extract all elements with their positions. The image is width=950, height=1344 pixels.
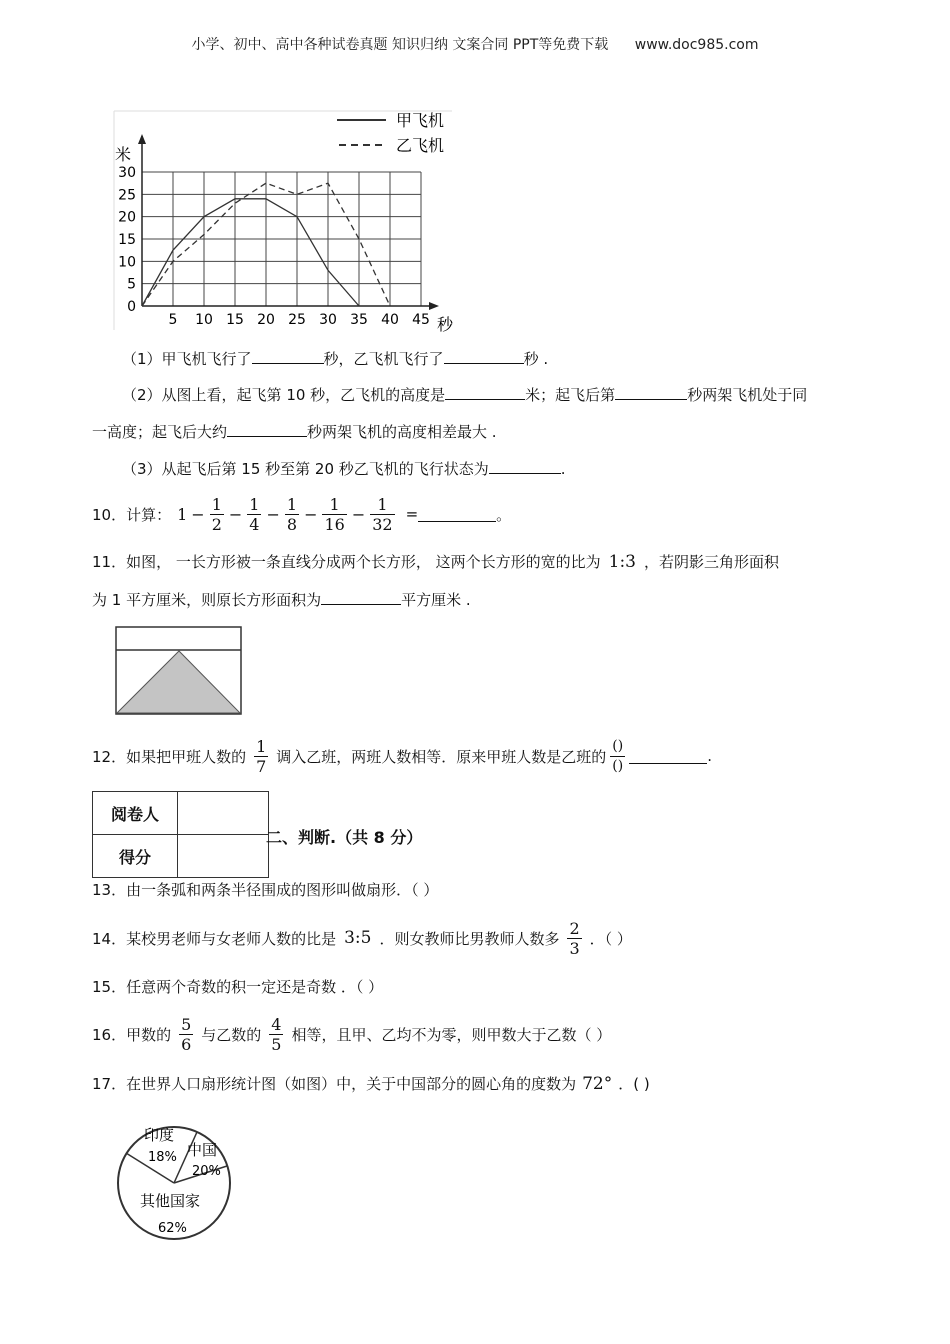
q14: 14．某校男老师与女老师人数的比是 3:5 ．则女教师比男教师人数多 $\frac{2}{3}$ ．（ ）: [92, 918, 632, 958]
y-axis-arrow: [138, 134, 146, 144]
fraction: $\frac{1}{16}$: [324, 494, 345, 534]
page-header: [0, 34, 950, 54]
y-tick-label: 25: [118, 187, 136, 204]
fraction: $\frac{()}{()}$: [612, 737, 624, 774]
y-tick-label: 10: [118, 254, 136, 271]
fraction: $\frac{1}{7}$: [256, 736, 267, 776]
x-tick-label: 5: [168, 312, 178, 328]
header-url[interactable]: www.doc985.com: [634, 37, 759, 53]
x-tick-label: 35: [350, 312, 368, 328]
chart-legend: [337, 111, 444, 155]
fraction: $\frac{1}{4}$: [249, 494, 260, 534]
q9-part3: （3）从起飞后第 15 秒至第 20 秒乙飞机的飞行状态为 .: [122, 460, 566, 478]
pie-label-india: 印度: [144, 1126, 175, 1144]
pie-pct-china: 20%: [192, 1164, 221, 1179]
y-tick-label: 15: [118, 232, 136, 248]
q11-line2: 为 1 平方厘米，则原长方形面积为 平方厘米 .: [92, 591, 471, 609]
score-table: [92, 791, 269, 878]
blank[interactable]: [445, 385, 525, 400]
legend-yi: 乙飞机: [396, 136, 445, 155]
grader-cell[interactable]: [178, 792, 269, 835]
q9-part2-cont: 一高度；起飞后大约 秒两架飞机的高度相差最大 .: [92, 423, 497, 441]
fraction: $\frac{5}{6}$: [181, 1014, 192, 1054]
x-tick-label: 45: [412, 312, 430, 328]
blank[interactable]: [489, 459, 561, 474]
q9-part1: （1）甲飞机飞行了 秒，乙飞机飞行了 秒 .: [122, 350, 549, 368]
pie-pct-others: 62%: [158, 1221, 187, 1236]
q11-line1: 11．如图， 一长方形被一条直线分成两个长方形， 这两个长方形的宽的比为 1:3 ，若阴影三角形面积: [92, 552, 780, 572]
series-line-jia: [142, 199, 359, 306]
fraction: $\frac{1}{32}$: [372, 494, 393, 534]
x-tick-label: 10: [195, 312, 213, 328]
legend-jia: 甲飞机: [396, 111, 445, 130]
blank[interactable]: [629, 749, 707, 764]
blank[interactable]: [252, 349, 324, 364]
q12: 12．如果把甲班人数的 $\frac{1}{7}$ 调入乙班，两班人数相等．原来甲班人数是乙班的 $\frac{()}{()}$ .: [92, 736, 713, 776]
q17: 17．在世界人口扇形统计图（如图）中，关于中国部分的圆心角的度数为 72° ．( ): [92, 1074, 650, 1094]
blank[interactable]: [227, 422, 307, 437]
q13: 13．由一条弧和两条半径围成的图形叫做扇形．（ ）: [92, 881, 439, 899]
line-chart: [112, 108, 462, 338]
pie-chart: [114, 1118, 234, 1248]
rectangle-figure: [115, 626, 243, 716]
q9-part2: （2）从图上看，起飞第 10 秒，乙飞机的高度是 米；起飞后第 秒两架飞机处于同: [122, 386, 808, 404]
x-axis-arrow: [429, 302, 439, 310]
y-tick-label: 5: [127, 276, 136, 293]
score-cell[interactable]: [178, 835, 269, 878]
x-tick-label: 30: [319, 312, 337, 328]
chart-ticks: [118, 165, 430, 328]
blank[interactable]: [615, 385, 687, 400]
y-tick-label: 0: [127, 299, 136, 315]
pie-pct-india: 18%: [148, 1150, 177, 1165]
q16: 16．甲数的 $\frac{5}{6}$ 与乙数的 $\frac{4}{5}$ 相等，且甲、乙均不为零，则甲数大于乙数（ ）: [92, 1014, 612, 1054]
pie-label-others: 其他国家: [140, 1192, 201, 1210]
x-tick-label: 15: [226, 312, 244, 328]
blank[interactable]: [444, 349, 524, 364]
y-tick-label: 20: [118, 209, 136, 226]
q10: 10．计算： 1 − $\frac{1}{2}$ − $\frac{1}{4}$ − $\frac{1}{8}$ − $\frac{1}{16}$ − $\frac{1}{32}$ = 。: [92, 494, 512, 534]
fraction: $\frac{4}{5}$: [271, 1014, 282, 1054]
pie-label-china: 中国: [187, 1141, 218, 1159]
x-tick-label: 20: [257, 312, 275, 328]
x-tick-label: 25: [288, 312, 306, 328]
y-tick-label: 30: [118, 165, 136, 181]
x-tick-label: 40: [381, 312, 399, 328]
fraction: $\frac{2}{3}$: [569, 918, 580, 958]
section-title: 二、判断.（共 8 分）: [266, 828, 423, 847]
y-axis-label: 米: [115, 145, 132, 164]
grader-label: 阅卷人: [93, 792, 178, 835]
header-text: 小学、初中、高中各种试卷真题 知识归纳 文案合同 PPT等免费下载: [191, 37, 609, 53]
blank[interactable]: [321, 590, 401, 605]
q15: 15．任意两个奇数的积一定还是奇数 ．（ ）: [92, 978, 384, 996]
blank[interactable]: [418, 507, 496, 522]
x-axis-label: 秒: [437, 315, 454, 334]
fraction: $\frac{1}{8}$: [286, 494, 298, 534]
fraction: $\frac{1}{2}$: [211, 494, 222, 534]
score-label: 得分: [93, 835, 178, 878]
